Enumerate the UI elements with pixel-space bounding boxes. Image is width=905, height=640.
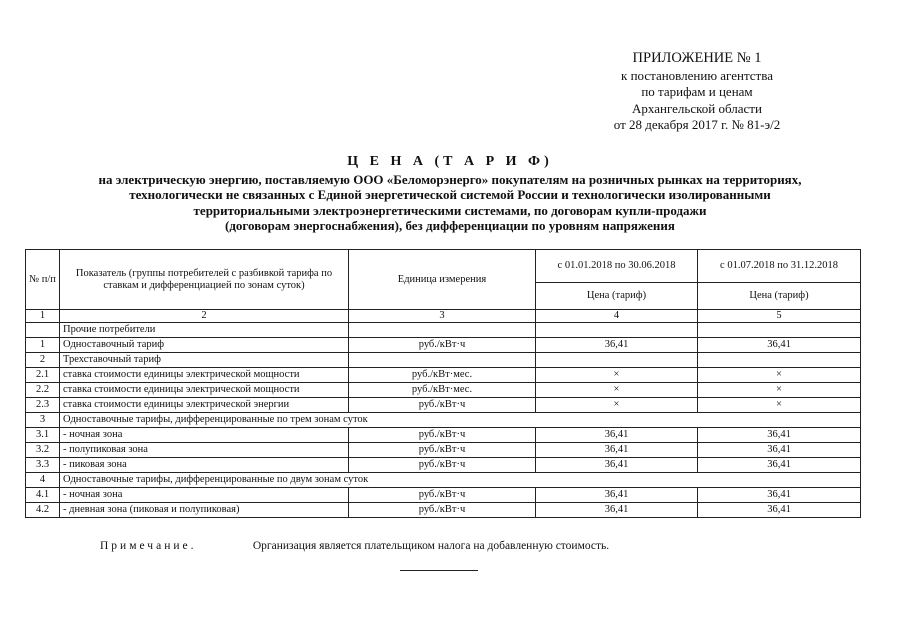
column-number: 3 [349, 310, 536, 323]
row-number: 1 [26, 338, 60, 353]
document-heading [20, 154, 880, 234]
header-num: № п/п [26, 250, 60, 310]
row-price-1: 36,41 [536, 428, 698, 443]
header-price-1: Цена (тариф) [536, 283, 698, 310]
row-price-1: 36,41 [536, 443, 698, 458]
row-unit: руб./кВт·мес. [349, 368, 536, 383]
note-label: Примечание. [100, 540, 197, 552]
table-row [26, 413, 861, 428]
heading-line: (договорам энергоснабжения), без дифференциации по уровням напряжения [225, 218, 675, 233]
divider-line [400, 570, 478, 571]
row-price-2: 36,41 [698, 443, 861, 458]
note-text: Организация является плательщиком налога на добавленную стоимость. [252, 540, 610, 552]
row-price-2: 36,41 [698, 338, 861, 353]
row-number: 3.3 [26, 458, 60, 473]
table-row [26, 488, 861, 503]
document-title: Ц Е Н А (Т А Р И Ф) [347, 154, 553, 169]
heading-line: территориальными электроэнергетическими системами, по договорам купли-продажи [193, 202, 707, 218]
row-price-1: 36,41 [536, 458, 698, 473]
row-indicator: - ночная зона [60, 428, 349, 443]
heading-line: технологически не связанных с Единой энергетической системой России и технологически изолированными [129, 187, 771, 202]
row-indicator: ставка стоимости единицы электрической энергии [60, 398, 349, 413]
row-unit [349, 353, 536, 368]
column-number: 5 [698, 310, 861, 323]
header-price-2: Цена (тариф) [698, 283, 861, 310]
row-indicator: Одноставочные тарифы, дифференцированные по двум зонам суток [60, 473, 861, 488]
appendix-line: к постановлению агентства [621, 67, 773, 83]
table-row [26, 383, 861, 398]
row-price-1: 36,41 [536, 338, 698, 353]
row-price-1: 36,41 [536, 488, 698, 503]
header-period-1: с 01.01.2018 по 30.06.2018 [536, 250, 698, 283]
row-price-1: × [536, 368, 698, 383]
row-indicator: Одноставочный тариф [60, 338, 349, 353]
row-price-1: × [536, 398, 698, 413]
row-unit: руб./кВт·ч [349, 428, 536, 443]
row-number [26, 323, 60, 338]
row-unit: руб./кВт·ч [349, 398, 536, 413]
row-indicator: - пиковая зона [60, 458, 349, 473]
table-row [26, 323, 861, 338]
appendix-block [567, 50, 827, 134]
row-price-2 [698, 353, 861, 368]
table-row [26, 353, 861, 368]
table-header-row [26, 250, 861, 283]
row-indicator: Одноставочные тарифы, дифференцированные по трем зонам суток [60, 413, 861, 428]
appendix-title: ПРИЛОЖЕНИЕ № 1 [632, 50, 762, 66]
row-number: 2.2 [26, 383, 60, 398]
tariff-table [25, 249, 861, 518]
row-number: 3 [26, 413, 60, 428]
table-row [26, 338, 861, 353]
row-number: 3.1 [26, 428, 60, 443]
row-price-2: × [698, 368, 861, 383]
row-unit: руб./кВт·мес. [349, 383, 536, 398]
column-number: 1 [26, 310, 60, 323]
table-row [26, 443, 861, 458]
row-indicator: ставка стоимости единицы электрической мощности [60, 368, 349, 383]
row-price-2: × [698, 398, 861, 413]
table-row [26, 368, 861, 383]
table-row [26, 473, 861, 488]
row-price-2 [698, 323, 861, 338]
row-unit: руб./кВт·ч [349, 488, 536, 503]
row-price-1 [536, 323, 698, 338]
row-indicator: - ночная зона [60, 488, 349, 503]
row-number: 2.1 [26, 368, 60, 383]
row-indicator: Трехставочный тариф [60, 353, 349, 368]
row-indicator: Прочие потребители [60, 323, 349, 338]
row-unit [349, 323, 536, 338]
header-period-2: с 01.07.2018 по 31.12.2018 [698, 250, 861, 283]
row-number: 2 [26, 353, 60, 368]
header-unit: Единица измерения [349, 250, 536, 310]
table-row [26, 428, 861, 443]
column-number: 4 [536, 310, 698, 323]
table-row [26, 458, 861, 473]
appendix-line: по тарифам и ценам [641, 84, 753, 99]
row-price-1 [536, 353, 698, 368]
row-unit: руб./кВт·ч [349, 338, 536, 353]
row-unit: руб./кВт·ч [349, 458, 536, 473]
appendix-line: Архангельской области [632, 100, 762, 116]
header-indicator: Показатель (группы потребителей с разбивкой тарифа по ставкам и дифференциацией по зонам суток) [60, 250, 349, 310]
row-number: 2.3 [26, 398, 60, 413]
heading-line: на электрическую энергию, поставляемую ООО «Беломорэнерго» покупателям на розничных рынках на территориях, [98, 171, 802, 187]
row-price-2: 36,41 [698, 458, 861, 473]
row-indicator: - полупиковая зона [60, 443, 349, 458]
row-unit: руб./кВт·ч [349, 443, 536, 458]
appendix-line: от 28 декабря 2017 г. № 81-э/2 [613, 117, 781, 132]
row-price-1: 36,41 [536, 503, 698, 518]
row-price-2: × [698, 383, 861, 398]
row-indicator: - дневная зона (пиковая и полупиковая) [60, 503, 349, 518]
table-row [26, 398, 861, 413]
row-price-2: 36,41 [698, 488, 861, 503]
note [100, 540, 800, 552]
row-indicator: ставка стоимости единицы электрической мощности [60, 383, 349, 398]
row-price-2: 36,41 [698, 428, 861, 443]
row-number: 3.2 [26, 443, 60, 458]
column-number-row [26, 310, 861, 323]
row-price-2: 36,41 [698, 503, 861, 518]
table-row [26, 503, 861, 518]
column-number: 2 [60, 310, 349, 323]
row-number: 4.2 [26, 503, 60, 518]
row-unit: руб./кВт·ч [349, 503, 536, 518]
row-price-1: × [536, 383, 698, 398]
row-number: 4 [26, 473, 60, 488]
row-number: 4.1 [26, 488, 60, 503]
